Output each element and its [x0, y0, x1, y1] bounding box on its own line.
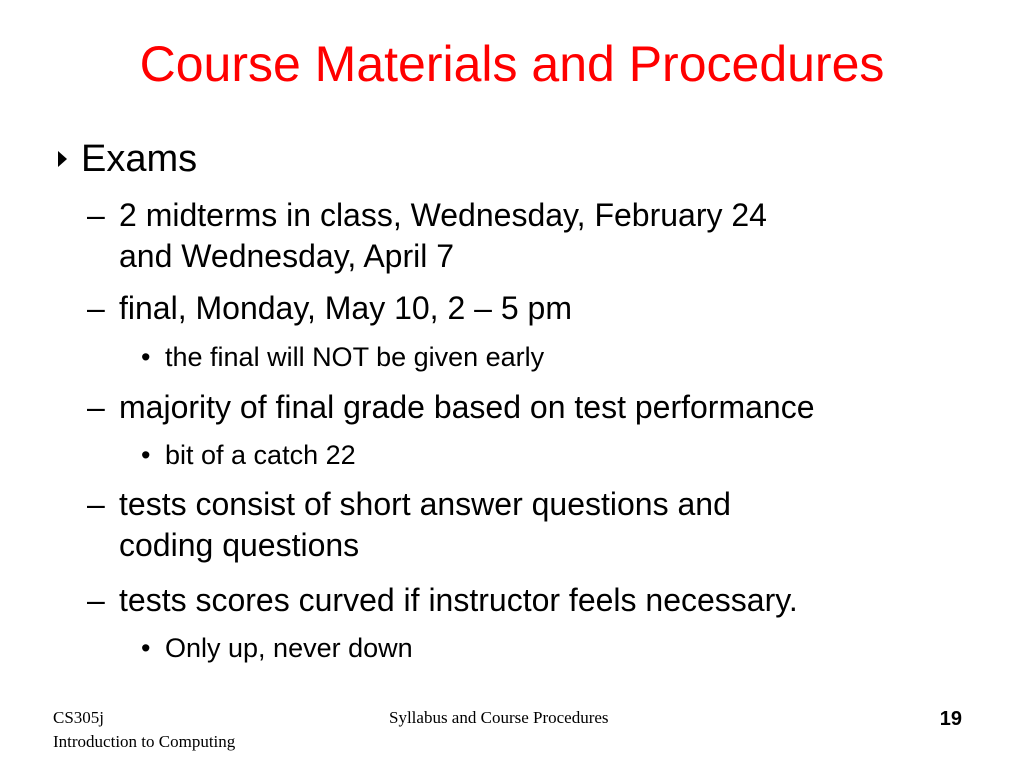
sub-bullet-text: majority of final grade based on test performance — [119, 389, 815, 425]
page-number: 19 — [939, 708, 962, 730]
bullet-dot: • — [141, 440, 151, 470]
footer-course-code: CS305j — [53, 708, 105, 727]
dash-marker: – — [87, 389, 105, 425]
footer-course-name: Introduction to Computing — [53, 732, 236, 751]
bullet-dot: • — [141, 342, 151, 372]
dash-marker: – — [87, 197, 105, 233]
sub-bullet-line: and Wednesday, April 7 — [119, 238, 455, 274]
footer-deck-title: Syllabus and Course Procedures — [389, 708, 609, 727]
sub-bullet-line: 2 midterms in class, Wednesday, February 24 — [119, 197, 767, 233]
slide-title: Course Materials and Procedures — [139, 36, 885, 92]
bullet-exams-label: Exams — [81, 138, 198, 180]
triangle-right-icon — [58, 151, 67, 167]
dash-marker: – — [87, 486, 105, 522]
sub-bullet-line: coding questions — [119, 527, 360, 563]
bullet-dot: • — [141, 633, 151, 663]
sub-bullet-text — [119, 195, 999, 277]
dash-marker: – — [87, 582, 105, 618]
sub-bullet-text: final, Monday, May 10, 2 – 5 pm — [119, 290, 572, 326]
dash-marker: – — [87, 290, 105, 326]
sub-bullet-line: tests consist of short answer questions and — [119, 486, 731, 522]
sub-bullet-text: tests scores curved if instructor feels necessary. — [119, 582, 798, 618]
footer-course-info — [53, 706, 235, 754]
sub-bullet-text — [119, 484, 999, 566]
sub-sub-bullet-text: Only up, never down — [165, 633, 413, 663]
sub-sub-bullet-text: bit of a catch 22 — [165, 440, 356, 470]
sub-sub-bullet-text: the final will NOT be given early — [165, 342, 545, 372]
